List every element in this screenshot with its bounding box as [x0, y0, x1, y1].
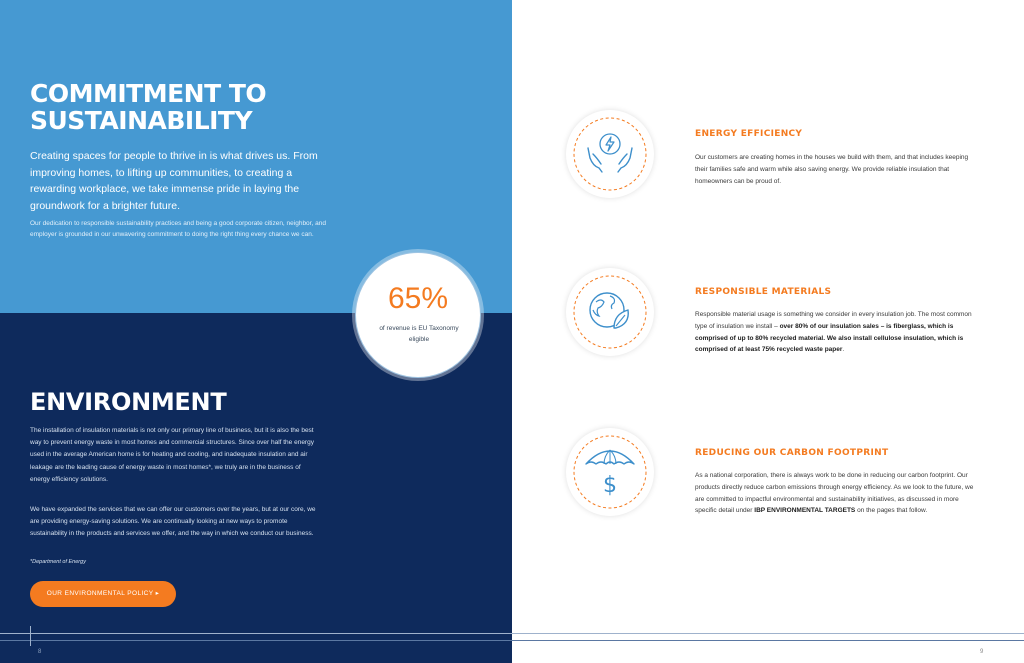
intro-small-paragraph: Our dedication to responsible sustainability practices and being a good corporate citizen, neighbor, and employer is grounded in our unwavering commitment to doing the right thing every chance we can. [30, 220, 326, 238]
responsible-materials-text-bold: over 80% of our insulation sales – is fiberglass, which is comprised of up to 80% recycled material. We also install cellulose insulation, which is comprised of at least 75% recycled waste paper [695, 322, 964, 354]
carbon-footprint-title: REDUCING OUR CARBON FOOTPRINT [695, 448, 889, 458]
footer-rule-top [0, 633, 1024, 634]
environment-heading: ENVIRONMENT [30, 388, 227, 416]
revenue-stat-circle [355, 252, 481, 378]
page-title: COMMITMENT TO SUSTAINABILITY [30, 79, 267, 135]
carbon-footprint-text-1: As a national corporation, there is always work to be done in reducing our carbon footprint. Our products directly reduce carbon emissions through energy efficiency. As we look to the future, we are committed to impactful environmental and sustainability initiatives, as discussed in more specific detail under [695, 472, 974, 515]
footer-tick [30, 626, 31, 646]
carbon-footprint-text-3: on the pages that follow. [855, 507, 928, 515]
ibp-environmental-targets-text: IBP ENVIRONMENTAL TARGETS [754, 507, 856, 515]
hands-energy-icon [566, 110, 654, 198]
responsible-materials-text-3: . [842, 346, 845, 354]
footer-rule-bottom [0, 640, 1024, 641]
energy-efficiency-body: Our customers are creating homes in the houses we build with them, and that includes keeping their families safe and warm while also saving energy. We provide reliable insulation that homeowners can be proud of. [695, 154, 969, 185]
environment-paragraph-1: The installation of insulation materials is not only our primary line of business, but it is also the best way to prevent energy waste in most homes and commercial structures. Since over half the energy used in the average American home is for heating and cooling, and inadequate insulation and air leakage are the leading cause of energy waste in most homes*, we truly are in the business of energy efficiency solutions. [30, 427, 314, 483]
carbon-footprint-body [695, 470, 975, 517]
responsible-materials-title: RESPONSIBLE MATERIALS [695, 287, 832, 297]
environmental-policy-button[interactable]: OUR ENVIRONMENTAL POLICY ▸ [30, 581, 176, 607]
page-number-right: 9 [980, 649, 984, 655]
energy-efficiency-title: ENERGY EFFICIENCY [695, 129, 803, 139]
globe-leaf-icon [566, 268, 654, 356]
stat-label: of revenue is EU Taxonomy eligible [379, 325, 459, 343]
stat-value: 65% [387, 282, 449, 315]
footnote: *Department of Energy [30, 559, 86, 565]
responsible-materials-body [695, 309, 975, 356]
svg-text:$: $ [603, 473, 617, 498]
page-number-left: 8 [38, 649, 42, 655]
umbrella-dollar-icon [566, 428, 654, 516]
intro-paragraph: Creating spaces for people to thrive in is what drives us. From improving homes, to lifting up communities, to creating a rewarding workplace, we take immense pride in laying the groundwork for a brighter future. [30, 150, 318, 212]
responsible-materials-text-1: Responsible material usage is something we consider in every insulation job. The most common type of insulation we install – [695, 311, 972, 330]
environment-paragraph-2: We have expanded the services that we can offer our customers over the years, but at our core, we are providing energy-saving solutions. We are continually looking at new ways to promote sustainability in the products and services we offer, and the way in which we conduct our business. [30, 506, 316, 538]
